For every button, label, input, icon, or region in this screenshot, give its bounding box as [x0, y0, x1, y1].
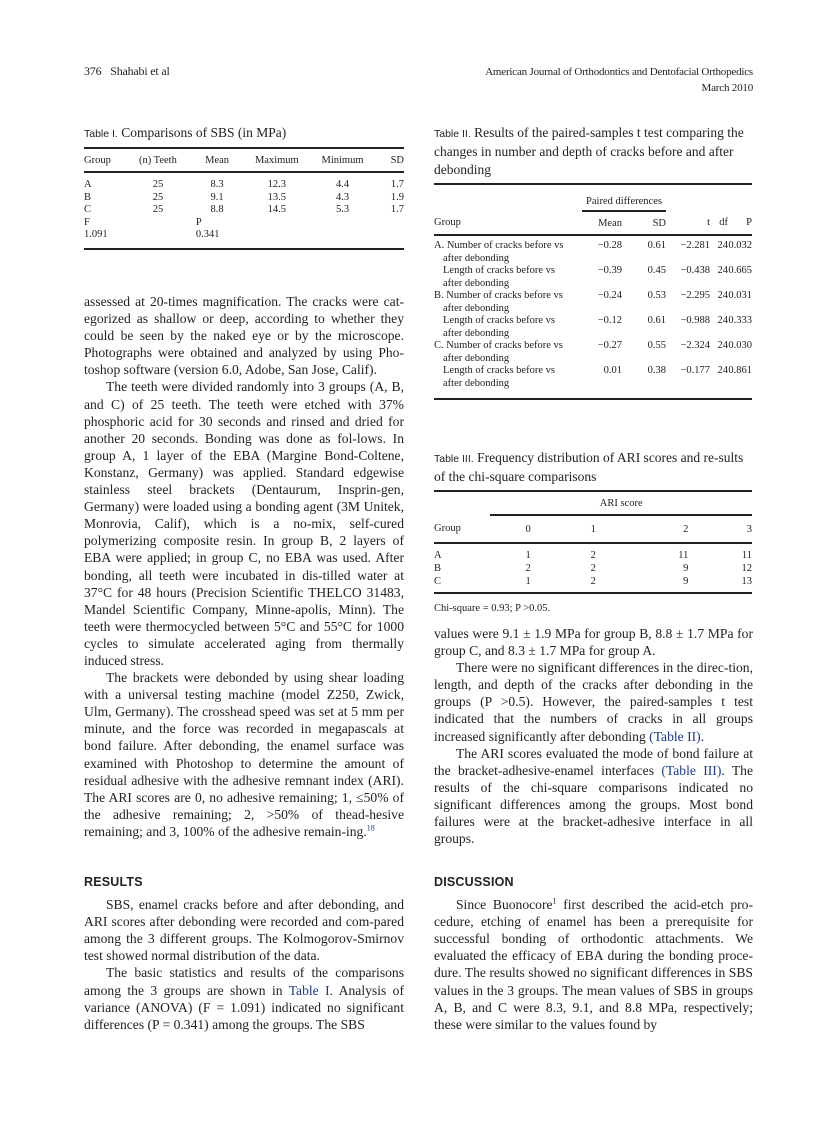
table-row [84, 204, 404, 217]
table-label: Table I. [84, 128, 118, 140]
table-label: Table III. [434, 453, 474, 465]
table-2-grid [434, 183, 752, 400]
author-line: Shahabi et al [110, 64, 170, 78]
col-header: Maximum [246, 148, 307, 172]
cell: 9 [683, 563, 689, 574]
cell: 2 [590, 550, 596, 561]
cell: 11 [741, 550, 752, 561]
cell-p: 0.030 [728, 340, 752, 351]
table-row [434, 235, 752, 265]
cell: A [84, 179, 92, 190]
section-heading: RESULTS [84, 875, 143, 889]
header-row [434, 211, 752, 235]
col-header: 1 [562, 515, 625, 543]
col-header: SD [622, 211, 666, 235]
table-2 [434, 124, 752, 400]
cell-mean: −0.24 [597, 290, 622, 301]
paragraph: The ARI scores evaluated the mode of bond failure at the bracket-adhesive-enamel interfaces (Table III). The results of the chi-square comparisons indicated no significant differences among the groups. Most bond failures were at the bracket-adhesive interface in all groups. [434, 745, 753, 847]
cell-df: 24 [717, 290, 728, 301]
table-row [434, 575, 752, 593]
cell-p: 0.665 [728, 265, 752, 276]
journal-title: American Journal of Orthodontics and Dentofacial Orthopedics [485, 66, 753, 78]
col-header: Mean [582, 211, 622, 235]
row-label: B. Number of cracks before vs after debonding [434, 290, 563, 314]
cell-df: 24 [717, 340, 728, 351]
cell: 1.7 [390, 204, 404, 215]
cell-sd: 0.61 [647, 240, 666, 251]
table-row [434, 340, 752, 365]
cell: 2 [525, 563, 531, 574]
cell-p: 0.861 [728, 365, 752, 399]
cell: 1 [525, 550, 531, 561]
cell-t: −2.295 [680, 290, 710, 301]
page-number: 376 [84, 64, 102, 78]
table-3-footnote: Chi-square = 0.93; P >0.05. [434, 603, 551, 614]
cell: 25 [152, 179, 164, 190]
row-label: Length of cracks before vs after debonding [434, 365, 582, 399]
table-row [84, 172, 404, 192]
col-header: Minimum [307, 148, 377, 172]
table-row [434, 265, 752, 290]
cell: 1 [490, 575, 561, 593]
cell: 8.3 [210, 179, 224, 190]
reference-link[interactable]: 1 [552, 896, 557, 906]
results-text-right [434, 625, 753, 847]
cell: 5.3 [335, 204, 350, 215]
table-row [434, 562, 752, 575]
paragraph: The teeth were divided randomly into 3 groups (A, B, and C) of 25 teeth. The teeth were etched with 37% phosphoric acid for 30 seconds and rinsed and dried for another 20 seconds. Bonding was done as fol-lows. In group A, 1 layer of the EBA (Margine Bond-Coltene, Konstanz, Germany) was applied. Standard edgewise stainless steel brackets (Dentaurum, Insprin-gen, Germany) were loaded using a bonding agent (3M Unitek, Monrovia, Calif), which is a no-mix, self-cured polymerizing composite resin. In group B, 2 layers of EBA were applied; in group C, no EBA was used. After bonding, all teeth were incubated in dis-tilled water at 37°C for 48 hours (Precision Scientific THELCO 31483, Mandel Scientific Company, Minne-apolis, Minn). The teeth were thermocycled between 5°C and 55°C for 1000 cycles to simulate accelerated aging from thermally induced stress. [84, 379, 404, 668]
table-row [434, 315, 752, 340]
cell: 8.8 [210, 204, 224, 215]
cell: 9 [625, 575, 689, 593]
paired-differences-header: Paired differences [582, 184, 666, 211]
paragraph: There were no significant differences in the direc-tion, length, and depth of the cracks after debonding in the groups (P >0.5). However, the paired-samples t test indicated that the numbers of cracks in all groups increased significantly after debonding (Table II). [434, 660, 753, 744]
col-header: (n) Teeth [128, 148, 188, 172]
table-1 [84, 124, 404, 250]
cell: 4.3 [335, 191, 350, 203]
cell: 25 [152, 204, 164, 215]
cell-mean: −0.39 [597, 265, 622, 276]
cell-mean: −0.27 [597, 340, 622, 351]
cell-mean: −0.12 [597, 315, 622, 326]
f-value: 1.091 [84, 229, 128, 249]
col-header: Group [84, 148, 128, 172]
cell-p: 0.333 [728, 315, 752, 326]
cell: 9.1 [210, 191, 224, 203]
cell-t: −2.324 [680, 340, 710, 351]
row-label: Length of cracks before vs after debonding [443, 265, 555, 289]
table-1-grid [84, 147, 404, 250]
cell-sd: 0.45 [647, 265, 666, 276]
table-2-caption [434, 124, 752, 179]
cell: 25 [152, 191, 164, 203]
cell: 11 [678, 550, 689, 561]
paragraph: SBS, enamel cracks before and after debonding, and ARI scores after debonding were recorded and com-pared among the 3 different groups. The Kolmogorov-Smirnov test showed normal distribution of the data. [84, 897, 404, 964]
col-header: P [728, 211, 752, 235]
cell: B [84, 191, 92, 203]
row-label: A. Number of cracks before vs after debonding [434, 240, 564, 264]
cell: C [84, 204, 92, 215]
table-label: Table II. [434, 128, 471, 140]
cell: 2 [562, 575, 625, 593]
cell-df: 24 [717, 315, 728, 326]
cell-df: 24 [710, 365, 728, 399]
table-3-caption [434, 449, 752, 486]
cell: 13.5 [267, 191, 287, 203]
cell-t: −0.988 [680, 315, 710, 326]
col-header: 0 [490, 515, 561, 543]
table-row [434, 290, 752, 315]
table-2-link[interactable]: (Table II) [649, 728, 701, 744]
col-header: SD [378, 148, 404, 172]
table-3-link[interactable]: (Table III) [661, 762, 722, 778]
col-header: 3 [688, 515, 752, 543]
cell-sd: 0.53 [647, 290, 666, 301]
cell-t: −2.281 [680, 240, 710, 251]
paragraph: The brackets were debonded by using shear loading with a universal testing machine (model Z250, Zwick, Ulm, Germany). The crosshead speed was set at 5 mm per minute, and the force was recorded in megapascals at bond failure. After debonding, the enamel surface was examined with Photoshop to determine the amount of residual adhesive with the adhesive remnant index (ARI). The ARI scores are 0, no adhesive remaining; 1, ≤50% of the adhesive remaining; 2, >50% of thead-hesive remaining; and 3, 100% of the adhesive remain-ing.$^{18}$ [84, 670, 404, 839]
span-header-row [434, 491, 752, 515]
cell-p: 0.031 [728, 290, 752, 301]
cell: 12 [741, 563, 752, 574]
table-3-grid [434, 490, 752, 594]
stat-label-row [84, 217, 404, 230]
discussion-section [434, 874, 753, 1033]
table-title: Frequency distribution of ARI scores and re-sults of the chi-square comparisons [434, 450, 744, 484]
paragraph: The basic statistics and results of the comparisons among the 3 groups are shown in Table I. Analysis of variance (ANOVA) (F = 1.091) indicated no significant differences (P = 0.341) among the groups. The SBS [84, 965, 404, 1032]
table-3 [434, 449, 752, 614]
table-1-caption [84, 124, 404, 143]
col-header: Group [434, 515, 490, 543]
cell: 12.3 [267, 179, 287, 190]
cell: 14.5 [267, 204, 287, 215]
col-header: Mean [188, 148, 246, 172]
ari-score-header: ARI score [490, 491, 752, 515]
span-header-row [434, 184, 752, 211]
paragraph: Since Buonocore$^1$ first described the acid-etch pro-cedure, etching of enamel has been a prerequisite for successful bonding of orthodontic attachments. We evaluated the efficacy of EBA during the bonding proce-dure. The results showed no significant differences in SBS values in the 3 groups. The mean values of SBS in groups A, B, and C were 8.3, 9.1, and 8.8 MPa, respectively; these were similar to the values found by [434, 896, 753, 1032]
cell: 13 [688, 575, 752, 593]
section-heading: DISCUSSION [434, 875, 514, 889]
cell-df: 24 [717, 240, 728, 251]
cell-mean: 0.01 [582, 365, 622, 399]
table-title: Comparisons of SBS (in MPa) [121, 125, 287, 140]
cell-df: 24 [717, 265, 728, 276]
methods-text-left [84, 293, 404, 840]
cell-t: −0.438 [680, 265, 710, 276]
col-header: Group [434, 211, 582, 235]
cell: 2 [590, 563, 596, 574]
issue-date: March 2010 [701, 82, 753, 94]
col-header: df [710, 211, 728, 235]
f-label: F [84, 216, 90, 228]
paragraph: values were 9.1 ± 1.9 MPa for group B, 8.8 ± 1.7 MPa for group C, and 8.3 ± 1.7 MPa for group A. [434, 626, 753, 659]
col-header: t [666, 211, 710, 235]
running-header-left [84, 64, 170, 79]
cell-sd: 0.61 [647, 315, 666, 326]
reference-link[interactable]: 18 [366, 823, 375, 833]
row-label: C. Number of cracks before vs after debonding [434, 340, 563, 364]
row-label: Length of cracks before vs after debonding [443, 315, 555, 339]
table-row [84, 192, 404, 205]
cell-p: 0.032 [728, 240, 752, 251]
cell: 1.7 [390, 179, 404, 190]
p-value: 0.341 [188, 229, 246, 249]
cell: 1.9 [390, 191, 404, 203]
table-title: Results of the paired-samples t test comparing the changes in number and depth of cracks before and after debonding [434, 125, 744, 177]
cell: 4.4 [335, 179, 350, 190]
header-row [434, 515, 752, 543]
cell-sd: 0.38 [622, 365, 666, 399]
cell: C [434, 575, 490, 593]
table-1-link[interactable]: Table I [288, 982, 330, 998]
cell: A [434, 550, 442, 561]
cell: B [434, 563, 442, 574]
paragraph: assessed at 20-times magnification. The cracks were cat-egorized as shallow or deep, according to whether they could be seen by the naked eye or by the microscope. Photographs were obtained and analyzed by using Pho-toshop software (version 6.0, Adobe, San Jose, Calif). [84, 294, 404, 378]
results-section [84, 874, 404, 1033]
table-row [434, 365, 752, 399]
p-label: P [195, 216, 202, 228]
cell-t: −0.177 [666, 365, 710, 399]
running-header-right [485, 64, 753, 96]
cell-mean: −0.28 [597, 240, 622, 251]
col-header: 2 [625, 515, 689, 543]
table-row [434, 543, 752, 562]
cell-sd: 0.55 [647, 340, 666, 351]
header-row [84, 148, 404, 172]
stat-value-row [84, 229, 404, 249]
